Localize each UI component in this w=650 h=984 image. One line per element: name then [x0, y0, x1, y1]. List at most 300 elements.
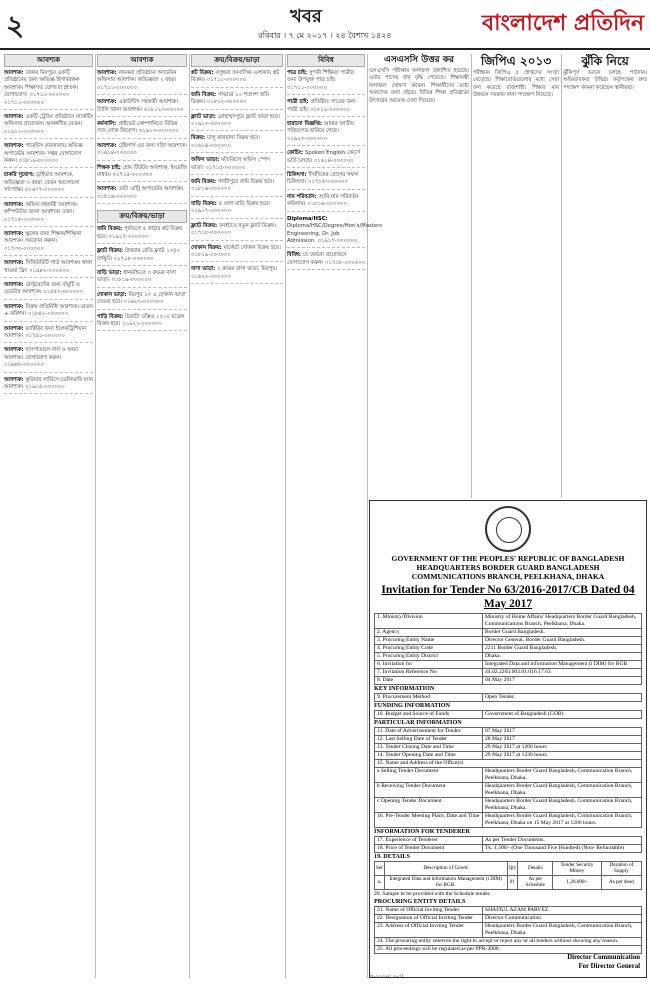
tender-row-label: 5. Procuring Entity District	[375, 653, 483, 661]
classified-ad	[4, 114, 93, 139]
column-heading: ক্রয়/বিক্রয়/ভাড়া	[191, 54, 283, 67]
tender-row	[375, 937, 642, 945]
article-body: ঝুঁকিপূর্ণ ভবনে চলছে পাঠদান। অভিভাবকরা উদ্বিগ্ন। কর্তৃপক্ষের দ্রুত পদক্ষেপ কামনা করেছেন স্থানীয়রা।	[563, 70, 647, 91]
ad-title: চিকিৎসা:	[287, 172, 309, 179]
classified-ad	[97, 186, 187, 204]
classified-ad	[4, 326, 93, 344]
ad-title: আবশ্যক:	[97, 186, 119, 193]
ad-phone: ০১৮১২-০০০০০০	[309, 106, 350, 113]
tender-row-label: 12. Last Selling Date of Tender	[375, 736, 483, 744]
ad-text: নামকরা প্রতিষ্ঠানে অ্যাডমিন অফিসার আবশ্যক। অভিজ্ঞতা ২ বছর।	[97, 70, 177, 84]
article-body: পরীক্ষায় জিপিএ ৫ প্রাপ্তদের সংখ্যা বেড়েছে। শিক্ষাবোর্ডগুলোর মধ্যে সেরা ফল করেছে রাজশাহী। শিক্ষার মান উন্নয়নে সরকার নানা পদক্ষেপ নিয়েছে।	[473, 70, 559, 99]
classified-ad	[191, 179, 283, 197]
ad-phone: ০১৭১৫-০০০০০০	[4, 216, 44, 223]
ad-text: ফ্যাক্টরির জন্য ইলেকট্রিশিয়ান আবশ্যক।	[4, 325, 87, 339]
ad-title: আবশ্যক:	[97, 70, 119, 76]
ad-text: উত্তরায় রেডি ফ্ল্যাট ১৩৫০ বর্গফুট।	[97, 248, 180, 262]
ad-text: পূর্বাচলে ৫ কাঠার প্লট বিক্রয় হবে।	[97, 226, 183, 240]
tender-sample-note: 20. Sample to be provided with the Schedule tender.	[374, 890, 491, 897]
ad-phone: ০১৭১১-০০০০০০	[4, 99, 44, 106]
tender-row	[375, 845, 642, 853]
ad-phone: ০১৮১৯-০০০০০০	[111, 277, 152, 284]
tender-row	[375, 669, 642, 677]
tender-row-label: 9. Procurement Method	[375, 694, 483, 702]
items-column-header: Duration of Supply	[601, 862, 641, 876]
ad-phone: ০১৯১৭-০০০০০০	[108, 233, 149, 240]
classified-ad	[4, 304, 93, 322]
ad-title: বাড়ি বিক্রয়:	[191, 200, 219, 207]
ad-title: আবশ্যক:	[4, 281, 26, 288]
tender-row	[375, 629, 642, 637]
classified-ad	[191, 135, 283, 153]
tender-row-label: 2. Agency	[375, 629, 483, 637]
ad-title: আবশ্যক:	[4, 70, 26, 76]
ad-phone: ০১৯১৭-০০০০০০	[191, 208, 231, 215]
tender-row-value: 07 May 2017	[483, 728, 642, 736]
classified-ad	[4, 377, 93, 395]
classified-ad	[97, 143, 187, 161]
ad-phone: ০১৮১৯-০০০০০০	[191, 251, 231, 258]
footer-code: বি-৩৩৩৯(১৭-৫)	[369, 974, 404, 980]
ad-title: বিবিধ:	[287, 252, 303, 259]
ad-text: প্রতিষ্ঠিত পাত্রের জন্য পাত্রী চাই।	[287, 99, 356, 113]
tender-row	[375, 653, 642, 661]
ad-text: দীর্ঘদিনের রোগের সফল চিকিৎসা।	[287, 172, 359, 186]
ad-title: আবশ্যক:	[4, 230, 26, 237]
tender-row-value: Ministry of Home Affairs/ Headquarters Border Guard Bangladesh, Communications Branch, Peelkhana, Dhaka.	[483, 614, 642, 629]
ad-title: শিক্ষক চাই:	[97, 164, 123, 171]
classified-ad	[191, 223, 283, 241]
ad-text: কুরিয়ার সার্ভিসে ডেলিভারি ম্যান আবশ্যক।	[4, 376, 93, 390]
tender-row	[375, 768, 642, 783]
tender-row-label: 6. Invitation for	[375, 661, 483, 669]
tender-row-value: Border Guard Bangladesh.	[483, 629, 642, 637]
classified-ad	[287, 172, 365, 190]
tender-table-fund	[374, 710, 642, 719]
ad-title: গাড়ি বিক্রয়:	[97, 313, 126, 320]
article-body: এসএসসি পরীক্ষার ফলাফল প্রকাশিত হয়েছে। এবার পাসের হার বৃদ্ধি পেয়েছে। শিক্ষামন্ত্রী ফলাফল ঘোষণা করেন। শিক্ষার্থীদের মধ্যে আনন্দের বন্যা বইছে। বিভিন্ন শিক্ষা প্রতিষ্ঠানে উৎসবের আমেজ দেখা দিয়েছে।	[369, 68, 469, 104]
ad-phone: ০১৭৩০-০০০০০০	[4, 245, 44, 252]
ad-title: কোচিং:	[287, 150, 306, 157]
tender-row-label: c Opening Tender Document	[375, 798, 483, 813]
classified-ad	[97, 292, 187, 310]
tender-items-table	[374, 861, 642, 890]
column-divider	[189, 54, 190, 978]
column-divider	[367, 54, 368, 978]
tender-row	[375, 752, 642, 760]
tender-row	[375, 914, 642, 922]
tender-row-label: 7. Invitation Reference No	[375, 669, 483, 677]
ad-title: দোকান বিক্রয়:	[191, 244, 224, 251]
classified-ad	[287, 70, 365, 95]
ad-text: গাজীপুরে জমি বিক্রয় হবে।	[218, 179, 274, 186]
tender-row-label: 23. Address of Official Inviting Tender	[375, 922, 483, 937]
column-heading: বিবিধ	[287, 54, 365, 67]
ad-phone: ০১৭৯১-০০০০০০	[25, 332, 65, 339]
tender-section-heading: 19. DETAILS	[374, 853, 410, 860]
classified-ad	[191, 201, 283, 219]
ad-phone: ০১৮১২-০০০০০০	[206, 99, 247, 106]
ad-text: বিক্রয় প্রতিনিধি আবশ্যক। বেতন + কমিশন।	[4, 303, 93, 318]
ad-title: জমি বিক্রয়:	[97, 226, 125, 233]
tender-row-value: 29 May 2017 at 1230 hours.	[483, 752, 642, 760]
ad-title: ফ্ল্যাট বিক্রয়:	[97, 248, 125, 255]
tender-row	[375, 677, 642, 685]
classified-ad	[191, 70, 283, 88]
items-column-header: Ser	[375, 862, 385, 876]
ad-phone: ০১৭১৮-০০০০০০	[191, 230, 231, 237]
ad-text: চালু কারখানা বিক্রয় হবে।	[206, 135, 261, 142]
items-column-header: Qty	[507, 862, 518, 876]
ad-title: অফিস ভাড়া:	[191, 157, 222, 164]
ad-title: আবশ্যক:	[4, 303, 26, 310]
ad-text: স্কুলের জন্য শিক্ষক/শিক্ষিকা আবশ্যক। আবেদন করুন।	[4, 230, 82, 245]
tender-section-heading: PARTICULAR INFORMATION	[374, 719, 462, 726]
tender-row-value: Director General, Border Guard Bangladesh.	[483, 637, 642, 645]
ad-title: বিক্রয়:	[191, 135, 207, 142]
classified-ad	[97, 70, 187, 95]
tender-row	[375, 945, 642, 953]
ad-text: হাসপাতালে নার্স ও আয়া আবশ্যক। যোগাযোগ করুন।	[4, 347, 78, 361]
classified-ad	[97, 270, 187, 288]
ad-title: আবশ্যক:	[97, 142, 119, 149]
tender-row-label: 15. Name and Address of the Office(s)	[375, 760, 642, 768]
tender-row-label: 11. Date of Advertisement for Tender	[375, 728, 483, 736]
items-cell: 01	[507, 875, 518, 889]
tender-table-procuring	[374, 906, 642, 954]
tender-gov-line: COMMUNICATIONS BRANCH, PEELKHANA, DHAKA	[411, 572, 605, 581]
ad-title: নাম পরিবর্তন:	[287, 193, 319, 200]
tender-row-value: 04 May 2017	[483, 677, 642, 685]
ad-text: Spoken English কোর্সে ভর্তি চলছে।	[287, 150, 360, 164]
ad-phone: ০১৭১৫-০০০০০০	[112, 172, 153, 179]
page-number: ২	[6, 9, 25, 42]
items-row	[375, 875, 642, 889]
ad-text: ডাটা এন্ট্রি অপারেটর আবশ্যক।	[118, 186, 184, 193]
ad-text: Diploma/HSC/Degree/Hon's/Masters Engineering, Dr. Job Admission.	[287, 223, 383, 244]
ad-phone: ০১৯১৩-০০০০০০	[191, 121, 231, 128]
ad-title: পাত্রী চাই:	[287, 99, 311, 106]
classified-ad	[191, 245, 283, 263]
tender-row-label: 3. Procuring Entity Name	[375, 637, 483, 645]
bgb-seal-icon	[485, 506, 531, 552]
signature-title: Director Communication	[567, 954, 640, 961]
tender-table-main	[374, 613, 642, 685]
tender-row-value: 44.02.2203.003.01.016.17.63	[483, 669, 642, 677]
tender-row	[375, 813, 642, 828]
classified-ad	[4, 202, 93, 227]
ad-text: সাভারে ১০ শতাংশ জমি বিক্রয়।	[191, 91, 269, 106]
ad-phone: ০১৫৫২-০০০০০০	[43, 289, 84, 296]
ad-phone: ০১৬২০-০০০০০০	[191, 273, 231, 280]
ad-text: আমি নাম পরিবর্তন করিলাম।	[287, 193, 359, 208]
classified-ad	[97, 121, 187, 139]
ad-text: রেস্টুরেন্টের জন্য বাবুর্চি ও ওয়েটার আবশ্যক।	[4, 281, 80, 296]
column-divider	[95, 54, 96, 978]
tender-invitation-title: Invitation for Tender No 63/2016-2017/CB Dated 04 May 2017	[381, 584, 635, 610]
tender-row-label: 10. Budget and Source of Funds	[375, 711, 483, 719]
tender-row-value: 29 May 2017 at 1200 hours	[483, 744, 642, 752]
news-article-1	[369, 54, 469, 498]
ad-text: মিরপুর ১০ এ দোকান ভাড়া দেওয়া হবে।	[97, 291, 186, 306]
tender-row-value: Dhaka.	[483, 653, 642, 661]
ad-phone: ০১৮১৬-০০০০০০	[97, 193, 137, 200]
tender-section-heading: PROCURING ENTITY DETAILS	[374, 897, 466, 905]
tender-table-info	[374, 836, 642, 853]
article-headline: এসএসসি উত্তর কর	[383, 55, 454, 65]
tender-row	[375, 837, 642, 845]
items-column-header: Tender Security Money	[553, 862, 601, 876]
tender-row-label: 8. Date	[375, 677, 483, 685]
ad-text: বসুন্ধরা আবাসিক এলাকায় প্লট বিক্রয়।	[191, 70, 280, 84]
ad-text: আমার জাতীয় পরিচয়পত্র হারিয়ে গেছে।	[287, 121, 354, 135]
tender-table-key	[374, 693, 642, 702]
classified-ad	[287, 150, 365, 168]
ad-text: ধানমন্ডিতে ৩ রুমের বাসা ভাড়া।	[97, 269, 176, 284]
tender-row	[375, 736, 642, 744]
ad-text: ঢাকার মিরপুরে একটি প্রতিষ্ঠানের জন্য অভিজ্ঞ হিসাবরক্ষক আবশ্যক। শিক্ষাগত যোগ্যতা স্নাতক। যোগাযোগ: ০১৭১১-০০০০০০	[4, 70, 80, 99]
tender-row	[375, 783, 642, 798]
ad-title: কর্মখালি:	[97, 121, 119, 128]
ad-title: আবশ্যক:	[4, 114, 26, 121]
ad-phone: ০১৮১৬-০০০০০০	[307, 201, 347, 208]
tender-row-value: Headquarters Border Guard Bangladesh, Communication Branch, Peelkhana, Dhaka.	[483, 798, 642, 813]
ad-phone: ০১৭১৫-০০০০০০	[308, 179, 348, 186]
column-heading: আবশ্যক	[97, 54, 187, 67]
classified-ad	[287, 252, 365, 270]
tender-row-label: 17. Experience of Tenderer	[375, 837, 483, 845]
ad-text: সিকিউরিটি গার্ড আবশ্যক। থাকা খাওয়া ফ্রি।	[4, 260, 93, 274]
tender-row-label: 22. Designation of Official Inviting Tender	[375, 914, 483, 922]
classified-ad	[97, 165, 187, 183]
classified-ad	[4, 260, 93, 278]
ad-text: একটি ট্রেডিং প্রতিষ্ঠানে মার্কেটিং অফিসার প্রয়োজন। আকর্ষণীয় বেতন।	[4, 114, 93, 128]
items-cell: 1,20,000/-	[553, 875, 601, 889]
classified-ad	[4, 172, 93, 197]
ad-text: ২ রুমের বাসা ভাড়া, মিরপুর।	[217, 266, 278, 273]
classified-ad	[97, 226, 187, 244]
ad-title: আবশ্যক:	[4, 260, 26, 267]
tender-row-value: Headquarters Border Guard Bangladesh, Communication Branch, Peelkhana, Dhaka on 15 May 2017 at 1200 hours.	[483, 813, 642, 828]
ad-title: ফ্ল্যাট ভাড়া:	[191, 113, 218, 120]
tender-row-label: 18. Price of Tender Document	[375, 845, 483, 853]
tender-section-heading: INFORMATION FOR TENDERER	[374, 828, 471, 835]
tender-row	[375, 711, 642, 719]
tender-row	[375, 645, 642, 653]
tender-row	[375, 661, 642, 669]
ad-phone: ০১৮১৯-০০০০০০	[18, 158, 59, 165]
ad-phone: ০১৯১৩-০০০০০০	[138, 128, 179, 135]
ad-text: বনশ্রীতে নতুন ফ্ল্যাট বিক্রয়।	[218, 222, 277, 229]
ad-phone: ০১৯৮০-০০০০০০	[29, 267, 69, 274]
ad-text: টয়োটা এক্সিও ২০১২ মডেল বিক্রয় হবে।	[97, 313, 185, 327]
tender-row-label: 13. Tender Closing Date and Time	[375, 744, 483, 752]
news-article-3	[563, 54, 647, 498]
items-column-header: Description of Goods	[384, 862, 507, 876]
classified-ad	[191, 114, 283, 132]
tender-signature	[567, 953, 640, 971]
column-divider	[471, 54, 472, 498]
ad-phone: ০১৭১৮-০০০০০০	[325, 259, 365, 266]
ad-text: মতিঝিলে অফিস স্পেস ভাড়া।	[191, 157, 270, 171]
tender-row-label: 25. All proceedings will be regulated as per PPR-2008.	[375, 945, 642, 953]
ad-text: গার্মেন্টস কারখানায় অভিজ্ঞ অপারেটর আবশ্যক। সত্বর যোগাযোগ করুন।	[4, 143, 83, 165]
ad-title: আবশ্যক:	[4, 376, 26, 383]
ad-phone: ০১৬৮৮-০০০০০০	[4, 362, 44, 369]
ad-title: আবশ্যক:	[97, 99, 119, 106]
tender-row-label: 1. Ministry/Division	[375, 614, 483, 629]
items-cell: As per Schedule	[518, 875, 553, 889]
tender-row-label: 16. Pre-Tender Meeting Place, Date and Time	[375, 813, 483, 828]
column-divider	[285, 54, 286, 978]
tender-row-value: Headquarters Border Guard Bangladesh, Communication Branch, Peelkhana, Dhaka.	[483, 922, 642, 937]
ad-title: পাত্র চাই:	[287, 70, 309, 76]
tender-row	[375, 760, 642, 768]
ad-text: সুন্দরী শিক্ষিতা পাত্রীর জন্য উপযুক্ত পাত্র চাই।	[287, 70, 354, 84]
column-heading: ক্রয়/বিক্রয়/ভাড়া	[97, 210, 187, 223]
tender-gov-line: GOVERNMENT OF THE PEOPLES' REPUBLIC OF BANGLADESH	[391, 554, 625, 563]
ad-phone: ০১৬২০-০০০০০০	[123, 299, 164, 306]
tender-row-value: Headquarters Border Guard Bangladesh, Communication Branch, Peelkhana, Dhaka.	[483, 783, 642, 798]
classified-ad	[4, 70, 93, 110]
tender-row-value: Director Communication	[483, 914, 642, 922]
page-header	[0, 0, 650, 50]
ad-phone: ০১৭১৮-০০০০০০	[113, 255, 154, 262]
classified-ad	[97, 314, 187, 332]
tender-row	[375, 906, 642, 914]
classified-column-1	[4, 54, 93, 978]
classified-ad	[4, 347, 93, 372]
column-heading: আবশ্যক	[4, 54, 93, 67]
ad-phone: ০১৯১২-০০০০০০	[4, 128, 44, 135]
column-divider	[561, 54, 562, 498]
tender-row-value: Headquarters Border Guard Bangladesh, Communication Branch, Peelkhana, Dhaka.	[483, 768, 642, 783]
tender-row-value: 2211 Border Guard Bangladesh.	[483, 645, 642, 653]
tender-row-value: SHAFIUL AZAM PARVEZ	[483, 906, 642, 914]
ad-text: মোহাম্মদপুরে ফ্ল্যাট ভাড়া হবে।	[217, 113, 280, 120]
classified-ad	[287, 215, 383, 249]
tender-table-particular	[374, 727, 642, 828]
ad-title: জমি বিক্রয়:	[191, 179, 219, 186]
ad-title: আবশ্যক:	[4, 347, 26, 354]
tender-gov-line: HEADQUARTERS BORDER GUARD BANGLADESH	[416, 563, 600, 572]
ad-text: মার্কেটে দোকান বিক্রয় হবে।	[223, 244, 281, 251]
ad-title: চাকরি সুযোগ:	[4, 172, 37, 179]
ad-text: যে কোনো প্রয়োজনে যোগাযোগ করুন।	[287, 252, 347, 266]
tender-row	[375, 744, 642, 752]
classified-ad	[4, 231, 93, 256]
classified-ad	[191, 266, 283, 284]
date-line: রবিবার । ৭ মে ২০১৭ । ২৪ বৈশাখ ১৪২৪	[258, 31, 392, 40]
ad-phone: ০১৭১১-০০০০০০	[97, 84, 137, 91]
ad-text: ড্রাইভার আবশ্যক, অভিজ্ঞতা ৩ বছর। বেতন আলোচনা সাপেক্ষে।	[4, 172, 80, 194]
items-cell: Integrated Data and information Management (i DIM) for BGB.	[384, 875, 507, 889]
tender-row	[375, 922, 642, 937]
tender-section-heading: FUNDING INFORMATION	[374, 702, 451, 709]
classified-ad	[97, 99, 187, 117]
ad-phone: ০১৯২১-০০০০০০	[122, 320, 162, 327]
ad-phone: ০১৮১২-০০০০০০	[143, 106, 184, 113]
ad-text: একাউন্টস সহকারী আবশ্যক। ট্যালি জানা আবশ্যক।	[97, 99, 179, 113]
ad-phone: ০১৬১৪-০০০০০০	[191, 142, 231, 149]
newspaper-logo: বাংলাদেশ প্রতিদিন	[481, 10, 644, 36]
tender-row-value: Open Tender.	[483, 694, 642, 702]
tender-row	[375, 728, 642, 736]
tender-row-label: 24. The procuring entity reserves the right to accept or reject any or all tenders without showing any reason.	[375, 937, 642, 945]
classified-ad	[4, 282, 93, 300]
tender-notice	[369, 500, 647, 978]
ad-title: প্লট বিক্রয়:	[191, 70, 216, 76]
classified-ad	[191, 92, 283, 110]
ad-text: ৫ তলা বাড়ি বিক্রয় হবে।	[218, 200, 270, 207]
ad-phone: ০১৬১৪-০০০০০০	[97, 150, 137, 157]
classified-column-2	[97, 54, 187, 978]
section-title: খবর	[290, 6, 322, 27]
ad-title: বাসা ভাড়া:	[191, 266, 218, 273]
items-column-header: Details	[518, 862, 553, 876]
ad-phone: ০১৭১৫-০০০০০০	[205, 164, 246, 171]
tender-row-value: Tk. 1,500/- (One Thousand Five Hundred) (Non- Refundable)	[483, 845, 642, 853]
ad-title: আবশ্যক:	[4, 143, 26, 150]
ad-title: ফ্ল্যাট বিক্রয়:	[191, 222, 219, 229]
ad-phone: ০১৮৪১-০০০০০০	[28, 311, 68, 318]
tender-row-label: 14. Tender Opening Date and Time	[375, 752, 483, 760]
article-headline: ঝুঁকি নিয়ে	[581, 54, 629, 68]
ad-phone: ০১৯১৩-০০০০০০	[287, 135, 327, 142]
ad-phone: ০১৬৭৭-০০০০০০	[24, 187, 65, 194]
ad-title: Diploma/HSC:	[287, 215, 328, 222]
ad-title: জমি বিক্রয়:	[191, 91, 219, 98]
classified-ad	[287, 99, 365, 117]
news-article-2	[473, 54, 559, 498]
ad-title: বাড়ি ভাড়া:	[97, 269, 124, 276]
classified-ad	[97, 248, 187, 266]
ad-phone: ০১৭১১-০০০০০০	[287, 84, 327, 91]
tender-row	[375, 798, 642, 813]
items-cell: As per dead	[601, 875, 641, 889]
ad-phone: ০১৯১৭-০০০০০০	[317, 237, 358, 244]
ad-title: দোকান ভাড়া:	[97, 291, 129, 298]
tender-row-value: As per Tender Documents.	[483, 837, 642, 845]
tender-row	[375, 637, 642, 645]
classified-ad	[287, 194, 365, 212]
article-headline: জিপিএ ২০১৩	[480, 54, 552, 68]
tender-row-label: 21. Name of Official Inviting Tender	[375, 906, 483, 914]
tender-section-heading: KEY INFORMATION	[374, 685, 435, 692]
tender-row-value: 28 May 2017	[483, 736, 642, 744]
ad-phone: ০১৮১৬-০০০০০০	[191, 186, 231, 193]
tender-row-label: 4. Procuring Entity Code	[375, 645, 483, 653]
classified-column-3	[191, 54, 283, 978]
items-cell: a.	[375, 875, 385, 889]
ad-text: প্রাইভেট কোম্পানিতে বিভিন্ন পদে লোক নিয়োগ।	[97, 121, 178, 135]
classified-ad	[191, 157, 283, 175]
ad-text: টেইলার্স এর জন্য দর্জি আবশ্যক।	[118, 142, 187, 149]
ad-text: অফিস সহকারী আবশ্যক। কম্পিউটার জানা আবশ্যক। ঢাকা।	[4, 201, 78, 216]
ad-title: হারানো বিজ্ঞপ্তি:	[287, 121, 324, 128]
ad-phone: ০১৭১১-০০০০০০	[206, 77, 247, 84]
ad-phone: ০১৬১৪-০০০০০০	[313, 157, 354, 164]
tender-row	[375, 694, 642, 702]
classified-ad	[287, 121, 365, 146]
tender-row-value: Government of Bangladesh (GOB).	[483, 711, 642, 719]
ad-text: হোম টিউটর আবশ্যক, ইংরেজি মাধ্যম।	[97, 164, 187, 179]
ad-title: আবশ্যক:	[4, 201, 26, 208]
classified-ad	[4, 143, 93, 168]
ad-phone: ০১৯১৫-০০০০০০	[25, 384, 65, 390]
tender-row-label: a Selling Tender Document	[375, 768, 483, 783]
tender-row-label: b Receiving Tender Document	[375, 783, 483, 798]
